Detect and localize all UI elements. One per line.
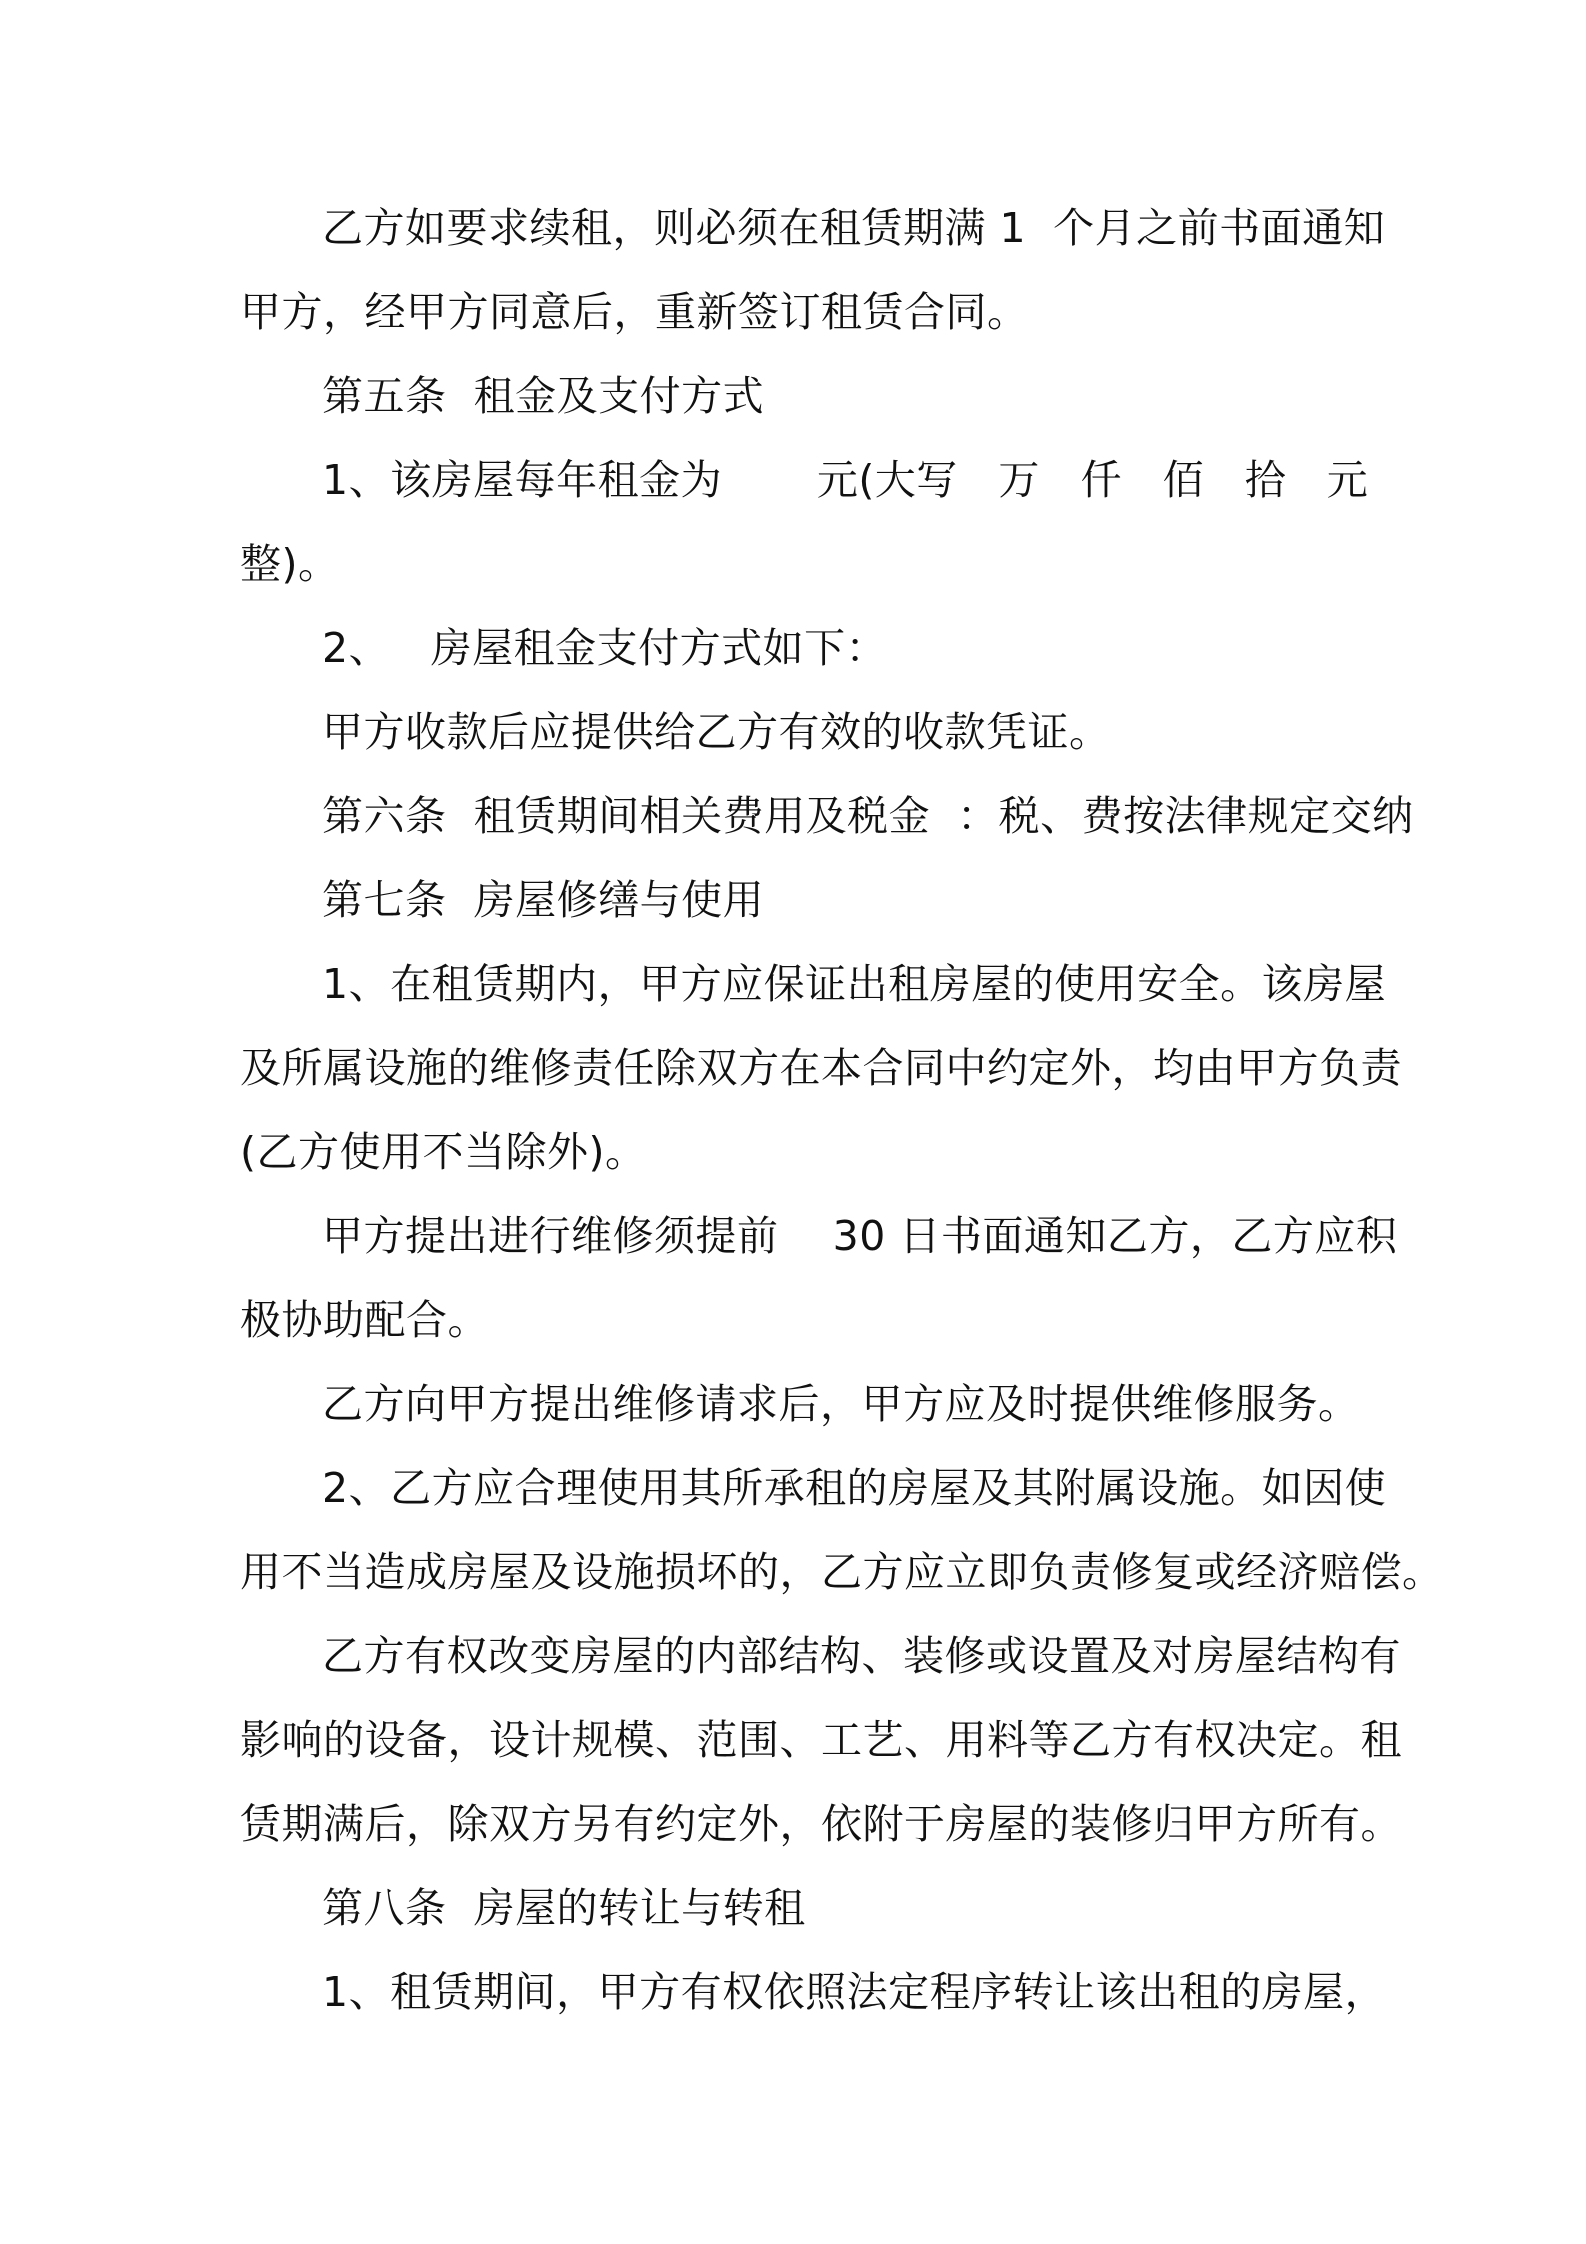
transfer-line-1: 1、租赁期间，甲方有权依照法定程序转让该出租的房屋，: [322, 1968, 1387, 2016]
renovation-line-1: 乙方有权改变房屋的内部结构、装修或设置及对房屋结构有: [322, 1632, 1401, 1680]
payment-method-line: 2、 房屋租金支付方式如下：: [322, 624, 888, 672]
rent-amount-line-2: 整)。: [240, 540, 340, 588]
maintenance-line-3: (乙方使用不当除外)。: [240, 1128, 647, 1176]
paragraph-renewal-line-1: 乙方如要求续租，则必须在租赁期满 1 个月之前书面通知: [322, 204, 1386, 252]
maintenance-line-1: 1、在租赁期内，甲方应保证出租房屋的使用安全。该房屋: [322, 960, 1387, 1008]
receipt-line: 甲方收款后应提供给乙方有效的收款凭证。: [322, 708, 1111, 756]
article-6-heading: 第六条 租赁期间相关费用及税金 ：税、费按法律规定交纳: [322, 792, 1414, 840]
article-7-heading: 第七条 房屋修缮与使用: [322, 876, 765, 924]
repair-notice-line-1: 甲方提出进行维修须提前 30 日书面通知乙方，乙方应积: [322, 1212, 1398, 1260]
maintenance-line-2: 及所属设施的维修责任除双方在本合同中约定外，均由甲方负责: [240, 1044, 1402, 1092]
proper-use-line-2: 用不当造成房屋及设施损坏的，乙方应立即负责修复或经济赔偿。: [240, 1548, 1444, 1596]
paragraph-renewal-line-2: 甲方，经甲方同意后，重新签订租赁合同。: [240, 288, 1029, 336]
article-5-heading: 第五条 租金及支付方式: [322, 372, 765, 420]
repair-notice-line-2: 极协助配合。: [240, 1296, 489, 1344]
repair-request-line: 乙方向甲方提出维修请求后，甲方应及时提供维修服务。: [322, 1380, 1360, 1428]
proper-use-line-1: 2、乙方应合理使用其所承租的房屋及其附属设施。如因使: [322, 1464, 1387, 1512]
renovation-line-2: 影响的设备，设计规模、范围、工艺、用料等乙方有权决定。租: [240, 1716, 1402, 1764]
article-8-heading: 第八条 房屋的转让与转租: [322, 1884, 806, 1932]
rent-amount-line-1: 1、该房屋每年租金为 元(大写 万 仟 佰 拾 元: [322, 456, 1369, 504]
renovation-line-3: 赁期满后，除双方另有约定外，依附于房屋的装修归甲方所有。: [240, 1800, 1402, 1848]
